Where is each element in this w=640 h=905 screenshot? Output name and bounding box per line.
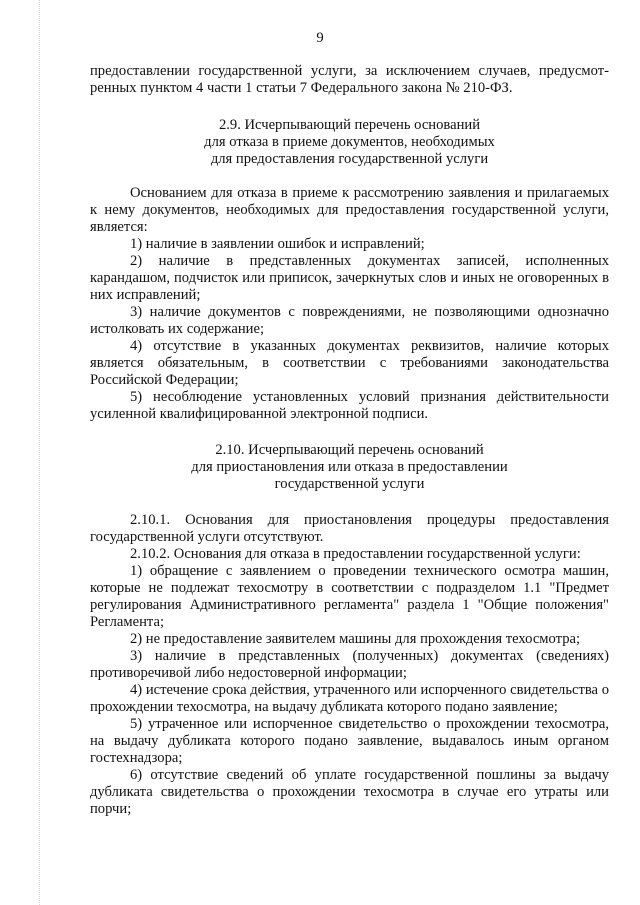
section-29-item-5: 5) несоблюдение установленных условий признания действительности усиленной квалифицированной электронной подписи. [90,389,609,422]
section-210-heading-line-3: государственной услуги [274,476,425,492]
section-210-heading [90,442,609,493]
page-number: 9 [316,30,324,46]
section-210-item-2: 2) не предоставление заявителем машины для прохождения техосмотра; [130,631,581,647]
intro-line-2: ренных пунктом 4 части 1 статьи 7 Федерального закона № 210-ФЗ. [90,80,513,96]
intro-paragraph [90,63,609,97]
section-29-lead: Основанием для отказа в приеме к рассмотрению заявления и прилагаемых к нему документов, необходимых для предоставления государственной услуги, является: [90,185,609,235]
section-29-heading-line-1: 2.9. Исчерпывающий перечень оснований [218,117,481,133]
section-210-p2: 2.10.2. Основания для отказа в предоставлении государственной услуги: [130,546,581,562]
section-29-body [90,185,609,423]
section-210-heading-line-1: 2.10. Исчерпывающий перечень оснований [215,442,484,458]
page-edge-line [39,0,40,905]
section-210-item-1: 1) обращение с заявлением о проведении технического осмотра машин, которые не подлежат техосмотру в соответствии с подразделом 1.1 "Предмет регулирования Административного регламента" раздела 1 "Общие положения" Регламента; [90,563,609,630]
section-29-item-3: 3) наличие документов с повреждениями, не позволяющими однозначно истолковать их содержание; [90,304,609,337]
section-210-item-3: 3) наличие в представленных (полученных) документах (сведениях) противоречивой либо недостоверной информации; [90,648,609,681]
section-210-item-4: 4) истечение срока действия, утраченного или испорченного свидетельства о прохождении техосмотра, на выдачу дубликата которого подано заявление; [90,682,609,715]
section-29-heading [90,117,609,168]
section-29-heading-line-2: для отказа в приеме документов, необходимых [204,134,495,150]
section-210-item-6: 6) отсутствие сведений об уплате государственной пошлины за выдачу дубликата свидетельства о прохождении техосмотра в случае его утраты или порчи; [90,767,609,817]
section-210-heading-line-2: для приостановления или отказа в предоставлении [191,459,508,475]
intro-line-1: предоставлении государственной услуги, за исключением случаев, предусмот- [90,63,609,79]
section-29-item-2: 2) наличие в представленных документах записей, исполненных карандашом, подчисток или приписок, зачеркнутых слов и иных не оговоренных в них исправлений; [90,253,609,303]
section-29-heading-line-3: для предоставления государственной услуги [210,151,489,167]
section-29-item-1: 1) наличие в заявлении ошибок и исправлений; [130,236,425,252]
section-210-item-5: 5) утраченное или испорченное свидетельство о прохождении техосмотра, на выдачу дубликата которого подано заявление, выдавалось иным органом гостехнадзора; [90,716,609,766]
section-29-item-4: 4) отсутствие в указанных документах реквизитов, наличие которых является обязательным, в соответствии с требованиями законодательства Российской Федерации; [90,338,609,388]
section-210-body [90,512,609,818]
section-210-p1: 2.10.1. Основания для приостановления процедуры предоставления государственной услуги отсутствуют. [90,512,609,545]
